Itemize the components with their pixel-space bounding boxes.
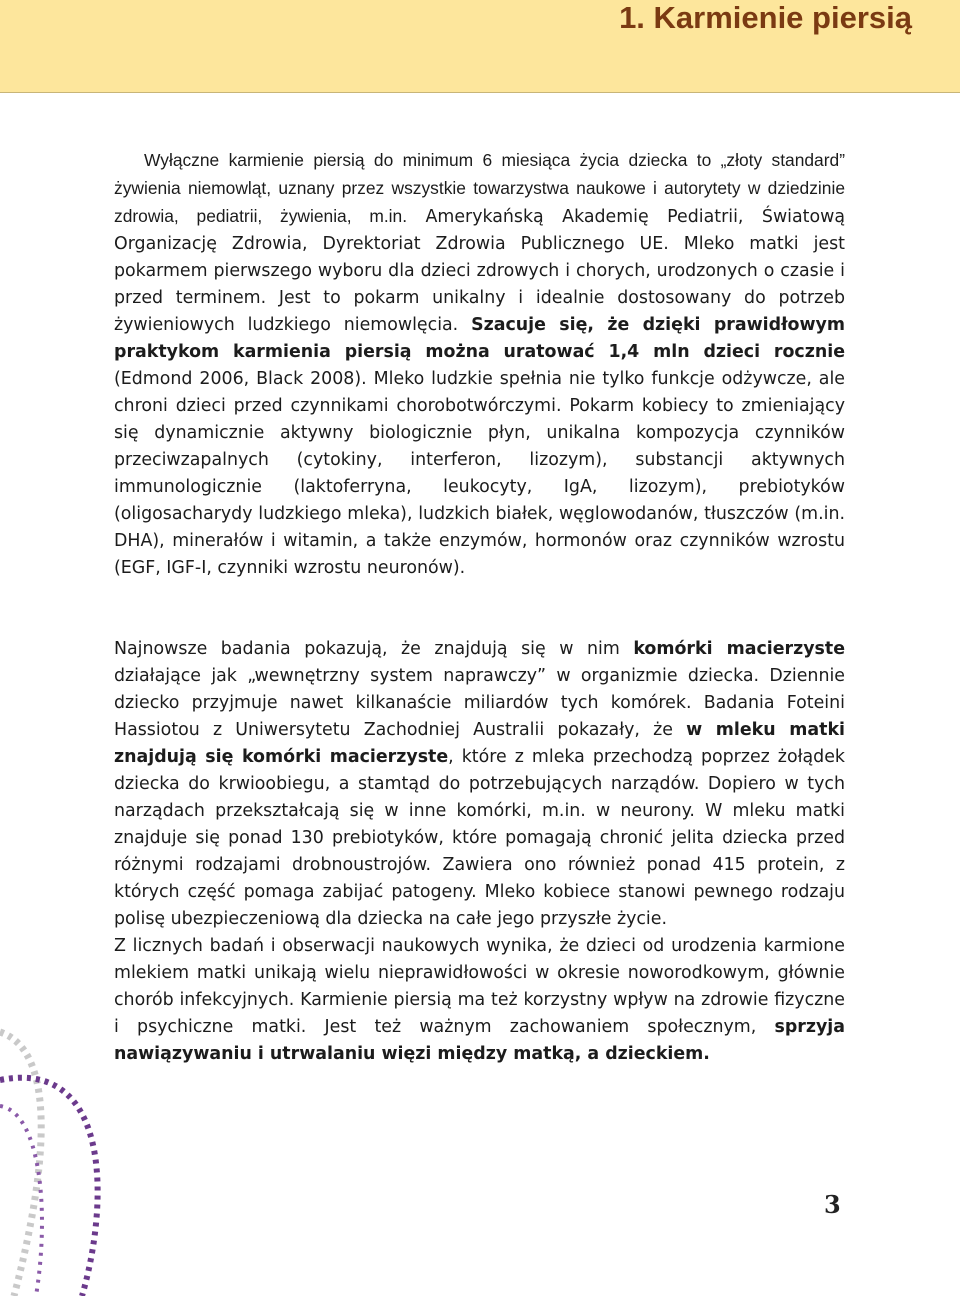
paragraph-3-text: Z licznych badań i obserwacji naukowych wynika, że dzieci od urodzenia karmione mlekiem matki unikają wielu nieprawidłowości w okresie noworodkowym, głównie chorób infekcyjnych. Karmienie piersią ma też korzystny wpływ na zdrowie fizyczne i psychiczne matki. Jest też ważnym zachowaniem społecznym, bbox=[114, 936, 845, 1037]
chapter-title: 1. Karmienie piersią bbox=[619, 0, 912, 35]
paragraph-3 bbox=[114, 933, 845, 1068]
paragraph-2-text: Najnowsze badania pokazują, że znajdują się w nim bbox=[114, 639, 634, 659]
paragraph-2-text-3: , które z mleka przechodzą poprzez żołądek dziecka do krwioobiegu, a stamtąd do potrzebujących narządów. Dopiero w tych narządach przekształcają się w inne komórki, m.in. w neurony. W mleku matki znajduje się ponad 130 prebiotyków, które pomagają chronić jelita dziecka przed różnymi rodzajami drobnoustrojów. Zawiera ono również ponad 415 protein, z których część pomaga zabijać patogeny. Mleko kobiece stanowi pewnego rodzaju polisę ubezpieczeniową dla dziecka na całe jego przyszłe życie. bbox=[114, 747, 845, 929]
paragraph-2-text-2: działające jak „wewnętrzny system naprawczy” w organizmie dziecka. Dziennie dziecko przyjmuje nawet kilkanaście miliardów tych komórek. Badania Foteini Hassiotou z Uniwersytetu Zachodniej Australii pokazały, że bbox=[114, 666, 845, 740]
purple-dotted-arc bbox=[0, 1078, 98, 1296]
paragraph-2-bold-2: w mleku matki znajdują się komórki macierzyste bbox=[114, 720, 845, 767]
paragraph-3-bold: sprzyja nawiązywaniu i utrwalaniu więzi między matką, a dzieckiem. bbox=[114, 1017, 845, 1064]
page-content bbox=[114, 147, 845, 1068]
paragraph-1-text-2: (Edmond 2006, Black 2008). Mleko ludzkie spełnia nie tylko funkcje odżywcze, ale chroni dzieci przed czynnikami chorobotwórczymi. Pokarm kobiecy to zmieniający się dynamicznie aktywny biologicznie płyn, unikalna kompozycja czynników przeciwzapalnych (cytokiny, interferon, lizozym), substancji aktywnych immunologicznie (laktoferryna, leukocyty, IgA, lizozym), prebiotyków (oligosacharydy ludzkiego mleka), ludzkich białek, węglowodanów, tłuszczów (m.in. DHA), minerałów i witamin, a także enzymów, hormonów oraz czynników wzrostu (EGF, IGF-I, czynniki wzrostu neuronów). bbox=[114, 369, 845, 578]
paragraph-1-lead: Wyłączne karmienie piersią do minimum 6 miesiąca życia dziecka to „złoty standard” żywienia niemowląt, uznany przez wszystkie towarzystwa naukowe i autorytety w dziedzinie zdrowia, pediatrii, żywienia, m.in. bbox=[114, 150, 845, 226]
paragraph-2 bbox=[114, 636, 845, 933]
paragraph-2-bold: komórki macierzyste bbox=[633, 639, 846, 659]
paragraph-1-bold: Szacuje się, że dzięki prawidłowym praktykom karmienia piersią można uratować 1,4 mln dzieci rocznie bbox=[114, 315, 845, 362]
decorative-dotted-arcs bbox=[0, 1020, 140, 1296]
page-number: 3 bbox=[824, 1190, 841, 1219]
paragraph-1-text: Amerykańską Akademię Pediatrii, Światową Organizację Zdrowia, Dyrektoriat Zdrowia Publicznego UE. Mleko matki jest pokarmem pierwszego wyboru dla dzieci zdrowych i chorych, urodzonych o czasie i przed terminem. Jest to pokarm unikalny i idealnie dostosowany do potrzeb żywieniowych ludzkiego niemowlęcia. bbox=[114, 207, 845, 335]
paragraph-1 bbox=[114, 147, 845, 582]
